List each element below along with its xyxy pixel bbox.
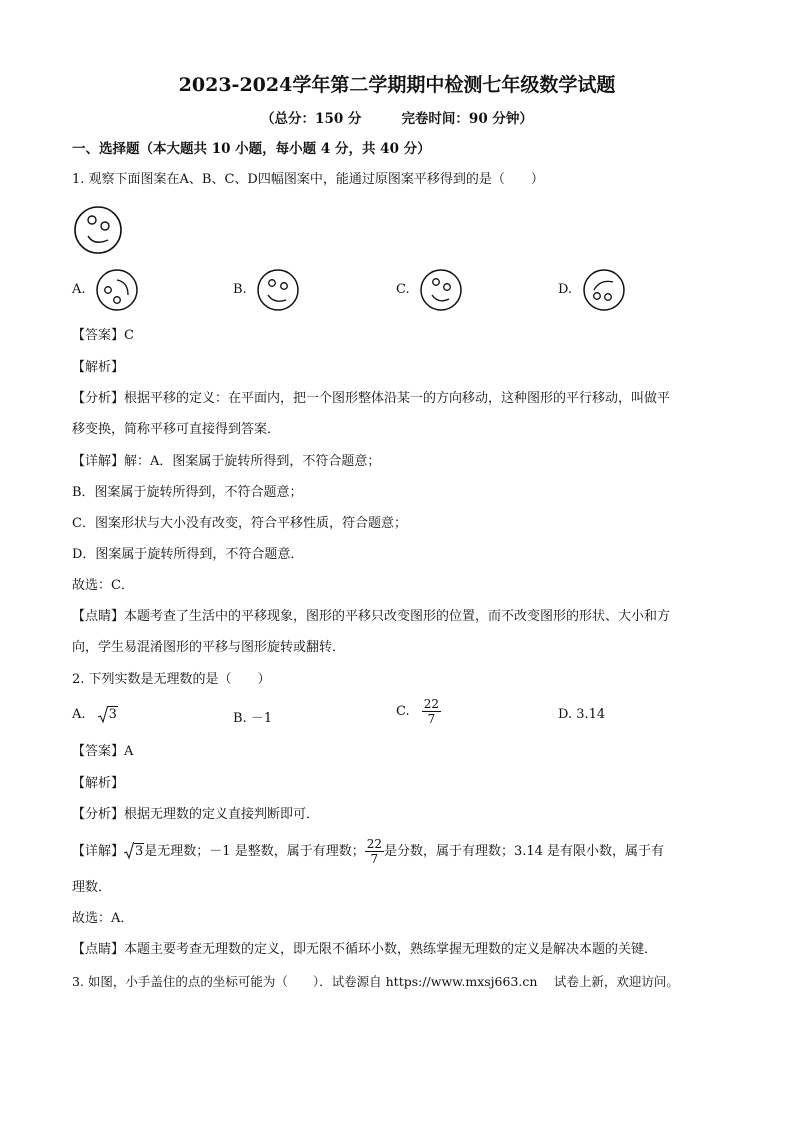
q2-option-a-label: A. — [72, 707, 86, 722]
page-title: 2023-2024学年第二学期期中检测七年级数学试题 — [178, 74, 616, 96]
q1-option-a-label: A. — [72, 282, 86, 297]
q2-option-b: B. －1 — [233, 711, 273, 726]
fraction-denominator: 7 — [427, 712, 436, 726]
question-3-stem: 3. 如图，小手盖住的点的坐标可能为（ ）．试卷源自 https://www.mxsj663.cn 试卷上新，欢迎访问。 — [72, 974, 679, 989]
total-score: （总分：150 分 — [261, 111, 362, 127]
q1-option-d-figure — [582, 268, 626, 312]
exam-time: 完卷时间：90 分钟） — [401, 111, 533, 127]
question-2-stem: 2. 下列实数是无理数的是（ ） — [72, 672, 271, 687]
radical-sign-icon — [98, 706, 108, 724]
radicand: 3 — [108, 707, 117, 722]
q1-option-b-figure — [256, 268, 300, 312]
comment-tag: 【点睛】 — [72, 942, 125, 957]
analysis-tag: 【解析】 — [72, 360, 125, 375]
detail-tag: 【详解】 — [72, 454, 125, 469]
answer-tag: 【答案】 — [72, 744, 125, 759]
q1-fenxi-continued: 移变换，简称平移可直接得到答案． — [72, 422, 281, 437]
q1-fenxi — [72, 390, 670, 408]
q2-option-c-label: C. — [396, 704, 410, 719]
exam-info — [0, 107, 794, 127]
fenxi-tag: 【分析】 — [72, 391, 125, 406]
q2-answer — [72, 743, 133, 761]
q2-option-a — [72, 707, 118, 722]
fenxi-tag: 【分析】 — [72, 807, 125, 822]
fraction — [365, 837, 384, 866]
q1-option-c-label: C. — [396, 282, 410, 297]
q2-option-d: D. 3.14 — [558, 707, 606, 722]
comment-text: 本题考查了生活中的平移现象，图形的平移只改变图形的位置，而不改变图形的形状、大小和方 — [124, 609, 671, 624]
q1-detail-d: D．图案属于旋转所得到，不符合题意． — [72, 547, 304, 562]
answer-value: A — [124, 744, 134, 759]
q1-option-a-figure — [95, 268, 139, 312]
q1-comment-continued: 向，学生易混淆图形的平移与图形旋转或翻转． — [72, 640, 346, 655]
section-heading: 一、选择题（本大题共 10 小题，每小题 4 分，共 40 分） — [72, 141, 431, 157]
analysis-tag: 【解析】 — [72, 776, 125, 791]
answer-value: C — [124, 328, 134, 343]
fraction-numerator: 22 — [366, 837, 382, 851]
q1-option-c-figure — [419, 268, 463, 312]
sqrt-expression — [98, 707, 118, 722]
fenxi-text: 根据平移的定义：在平面内，把一个图形整体沿某一的方向移动，这种图形的平行移动，叫做平 — [124, 391, 671, 406]
q2-comment — [72, 941, 657, 959]
q2-option-c — [396, 697, 441, 726]
q1-detail — [72, 453, 380, 471]
q2-detail-continued: 理数． — [72, 880, 112, 895]
q1-answer — [72, 327, 134, 345]
q2-fenxi — [72, 806, 319, 824]
fenxi-text: 根据无理数的定义直接判断即可． — [124, 807, 320, 822]
detail-text-b: 是分数，属于有理数；3.14 是有限小数，属于有 — [383, 844, 665, 859]
sqrt-expression — [124, 843, 144, 861]
original-smiley-figure — [72, 204, 124, 256]
detail-tag: 【详解】 — [72, 844, 125, 859]
q1-option-d-label: D. — [558, 282, 573, 297]
comment-tag: 【点睛】 — [72, 609, 125, 624]
fraction-denominator: 7 — [370, 852, 379, 866]
answer-tag: 【答案】 — [72, 328, 125, 343]
radicand: 3 — [135, 843, 144, 859]
q1-comment — [72, 608, 670, 626]
radical-sign-icon — [124, 842, 134, 860]
question-1-stem: 1. 观察下面图案在A、B、C、D四幅图案中，能通过原图案平移得到的是（ ） — [72, 172, 544, 187]
q2-detail — [72, 832, 664, 872]
q2-choice: 故选：A． — [72, 911, 134, 926]
q1-detail-b: B．图案属于旋转所得到，不符合题意； — [72, 485, 303, 500]
q1-detail-c: C．图案形状与大小没有改变，符合平移性质，符合题意； — [72, 516, 407, 531]
q1-choice: 故选：C． — [72, 578, 134, 593]
fraction — [422, 697, 441, 726]
detail-text: 解：A．图案属于旋转所得到，不符合题意； — [124, 454, 381, 469]
detail-text-a: 是无理数；－1 是整数，属于有理数； — [144, 844, 365, 859]
q1-option-b-label: B. — [233, 282, 247, 297]
fraction-numerator: 22 — [423, 697, 440, 711]
comment-text: 本题主要考查无理数的定义，即无限不循环小数，熟练掌握无理数的定义是解决本题的关键． — [124, 942, 658, 957]
